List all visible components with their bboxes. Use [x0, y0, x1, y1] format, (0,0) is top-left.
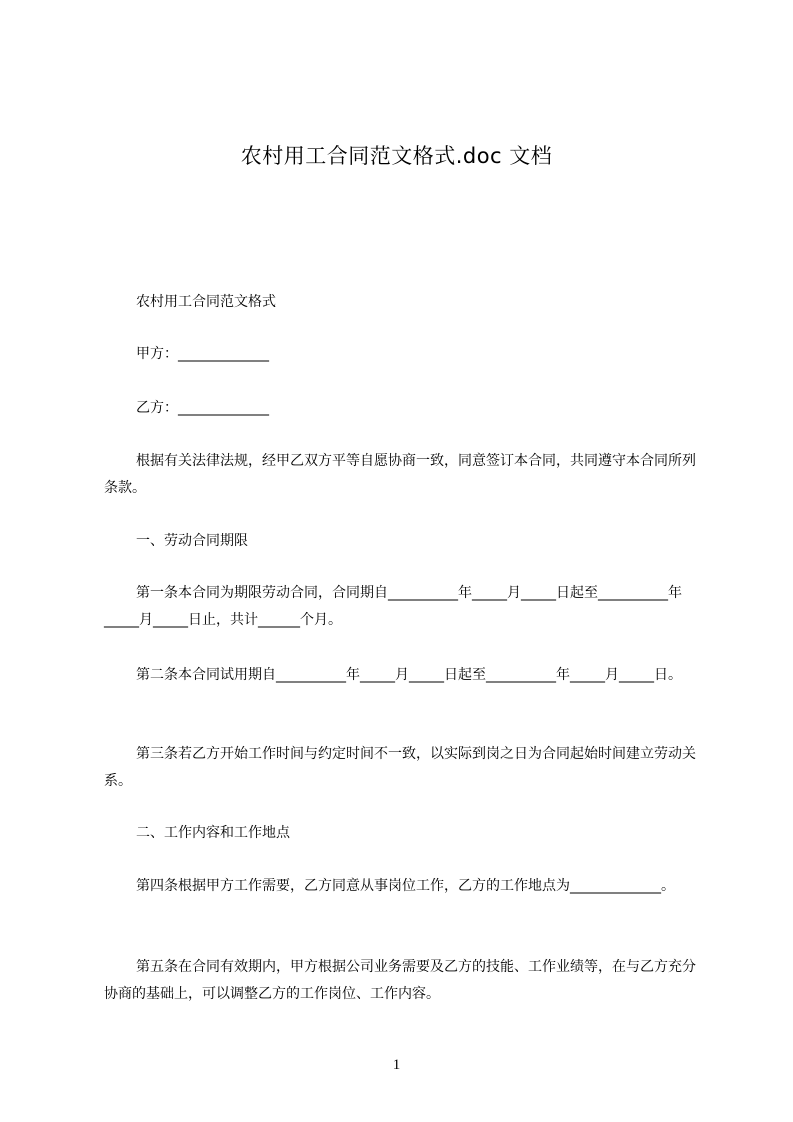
- document-title: 农村用工合同范文格式.doc 文档: [240, 144, 553, 168]
- article-4: 第四条根据甲方工作需要，乙方同意从事岗位工作，乙方的工作地点为_____________。: [136, 878, 675, 894]
- section-heading-work: 二、工作内容和工作地点: [136, 825, 290, 841]
- party-a-line: 甲方：_____________: [136, 346, 269, 362]
- preamble-paragraph: 根据有关法律法规，经甲乙双方平等自愿协商一致，同意签订本合同，共同遵守本合同所列条款。: [104, 453, 696, 496]
- contract-heading: 农村用工合同范文格式: [136, 294, 276, 310]
- article-3: 第三条若乙方开始工作时间与约定时间不一致，以实际到岗之日为合同起始时间建立劳动关系。: [104, 746, 696, 789]
- section-heading-term: 一、劳动合同期限: [136, 533, 248, 549]
- page-number: 1: [392, 1057, 401, 1073]
- article-5: 第五条在合同有效期内，甲方根据公司业务需要及乙方的技能、工作业绩等，在与乙方充分协商的基础上，可以调整乙方的工作岗位、工作内容。: [104, 959, 696, 1002]
- article-1: 第一条本合同为期限劳动合同，合同期自__________年_____月_____日起至__________年_____月_____日止，共计______个月。: [104, 585, 682, 628]
- article-2: 第二条本合同试用期自__________年_____月_____日起至__________年_____月_____日。: [136, 667, 682, 683]
- party-b-line: 乙方：_____________: [136, 400, 269, 416]
